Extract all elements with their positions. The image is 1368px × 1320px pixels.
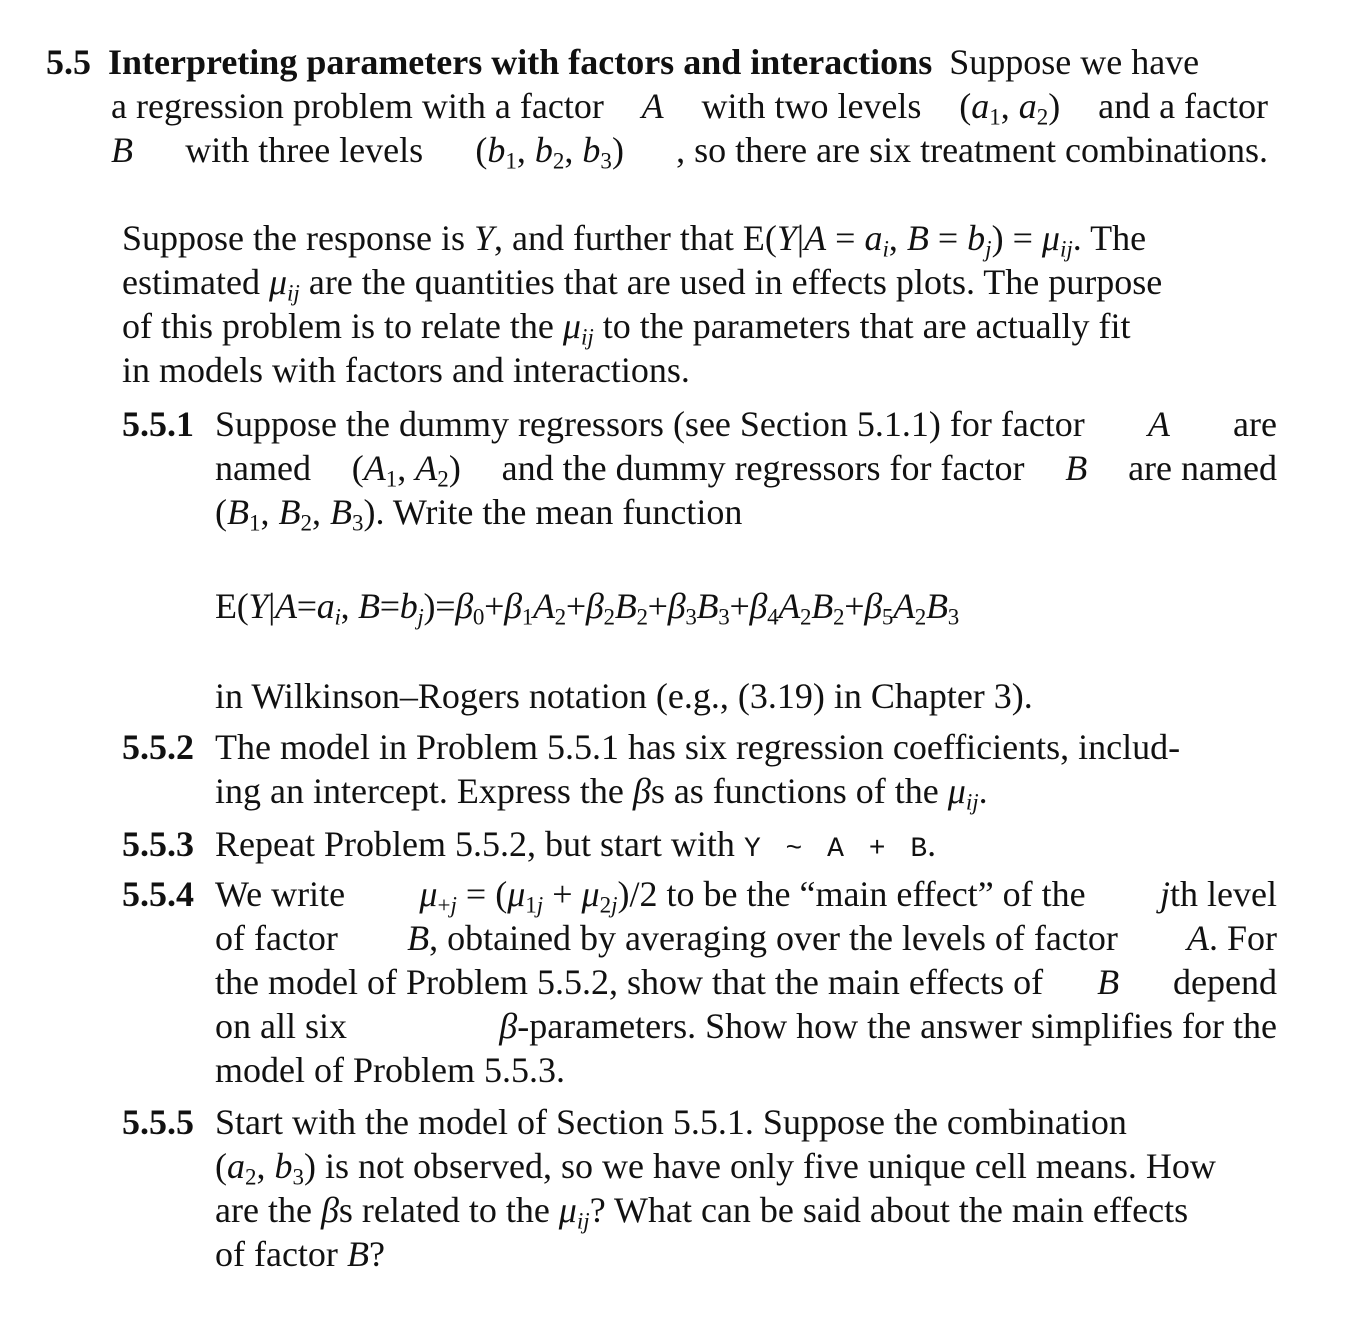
subproblem-number-5-5-4: 5.5.4 [122, 874, 194, 914]
para2-line-1: Suppose the response is Y, and further that $E(Y|A = a_i$, $B = b_j) = \mu_{ij}$. The [122, 218, 1147, 262]
sub1-line-3: ($B_1$, $B_2$, $B_3$). Write the mean function [215, 492, 743, 536]
mean-function-equation: $E(Y|A=a_i$, $B=b_j)=\beta_0+\beta_1A_2+\beta_2B_2+\beta_3B_3+\beta_4A_2B_2+\beta_5A_2B_3$ [215, 586, 959, 630]
sub1-line-4: in Wilkinson–Rogers notation (e.g., (3.19) in Chapter 3). [215, 676, 1033, 716]
subproblem-number-5-5-2: 5.5.2 [122, 727, 194, 767]
sub5-line-4: of factor B? [215, 1234, 385, 1274]
sub5-line-1: Start with the model of Section 5.5.1. Suppose the combination [215, 1102, 1127, 1142]
subproblem-number-5-5-3: 5.5.3 [122, 824, 194, 864]
sub5-line-2: ($a_2$, $b_3$) is not observed, so we have only five unique cell means. How [215, 1146, 1216, 1190]
sub4-line-5: model of Problem 5.5.3. [215, 1050, 565, 1090]
para2-line-3: of this problem is to relate the $\mu_{ij}$ to the parameters that are actually fit [122, 306, 1131, 350]
factor-b-levels: ($b_1$, $b_2$, $b_3$) [475, 130, 624, 174]
sub4-line-4: on all six β-parameters. Show how the answer simplifies for the [215, 1006, 1277, 1046]
problem-intro-line-3: B with three levels ($b_1$, $b_2$, $b_3$) , so there are six treatment combinations. [111, 130, 1268, 174]
problem-intro-lead: Suppose we have [949, 42, 1200, 82]
factor-a-levels: ($a_1$, $a_2$) [959, 86, 1061, 130]
para2-line-2: estimated $\mu_{ij}$ are the quantities that are used in effects plots. The purpose [122, 262, 1163, 306]
sub1-line-1: Suppose the dummy regressors (see Section 5.1.1) for factor A are [215, 404, 1277, 444]
problem-number: 5.5 [46, 42, 91, 82]
sub4-line-2: of factor B, obtained by averaging over the levels of factor A. For [215, 918, 1277, 958]
sub2-line-1: The model in Problem 5.5.1 has six regression coefficients, includ- [215, 727, 1181, 767]
problem-heading-line [46, 40, 1199, 84]
problem-intro-line-2: a regression problem with a factor A with two levels ($a_1$, $a_2$) and a factor [111, 86, 1268, 130]
sub4-line-3: the model of Problem 5.5.2, show that the main effects of B depend [215, 962, 1277, 1002]
sub2-line-2: ing an intercept. Express the βs as functions of the $\mu_{ij}$. [215, 771, 988, 815]
sub4-line-1: We write $\mu_{+j} = (\mu_{1j} + \mu_{2j})/2$ to be the “main effect” of the jth level [215, 874, 1277, 918]
sub5-line-3: are the βs related to the $\mu_{ij}$? What can be said about the main effects [215, 1190, 1189, 1234]
sub3-line-1: Repeat Problem 5.5.2, but start with Y ~ A + B. [215, 824, 937, 865]
subproblem-number-5-5-5: 5.5.5 [122, 1102, 194, 1142]
subproblem-number-5-5-1: 5.5.1 [122, 404, 194, 444]
sub1-line-2: named ($A_1$, $A_2$) and the dummy regressors for factor B are named [215, 448, 1277, 492]
para2-line-4: in models with factors and interactions. [122, 350, 690, 390]
model-formula-code: Y ~ A + B [743, 834, 928, 865]
problem-title: Interpreting parameters with factors and interactions [108, 42, 933, 82]
